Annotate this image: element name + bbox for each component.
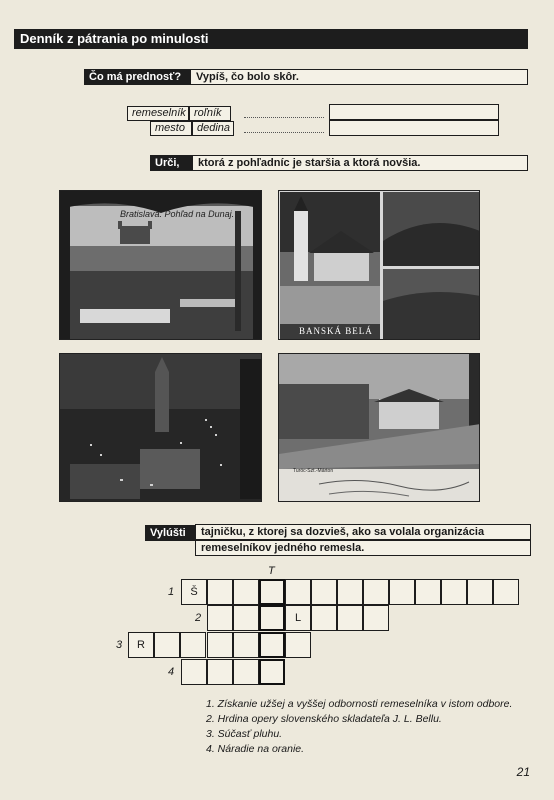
crossword-secret-cell[interactable]: [259, 659, 285, 685]
row-number: 4: [168, 666, 175, 678]
word-remeselnik: remeselník: [127, 106, 189, 121]
crossword-cell[interactable]: [285, 579, 311, 605]
clue-1: 1. Získanie užšej a vyššej odbornosti remeselníka v istom odbore.: [206, 698, 513, 710]
crossword-cell[interactable]: [207, 632, 233, 658]
crossword-cell[interactable]: [154, 632, 180, 658]
crossword-cell[interactable]: [180, 632, 206, 658]
crossword-cell[interactable]: [363, 579, 389, 605]
page-number: 21: [516, 765, 530, 779]
crossword-cell[interactable]: [441, 579, 467, 605]
crossword-cell[interactable]: [285, 632, 311, 658]
row-number: 1: [168, 586, 175, 598]
crossword-cell[interactable]: [311, 605, 337, 631]
task1-label: Čo má prednosť?: [84, 69, 190, 85]
crossword-cell[interactable]: [207, 605, 233, 631]
crossword-cell[interactable]: Š: [181, 579, 207, 605]
task3-label: Vylúšti: [145, 525, 195, 541]
crossword-cell[interactable]: [467, 579, 493, 605]
postcard-bratislava: [59, 190, 262, 340]
crossword-cell[interactable]: [233, 579, 259, 605]
word-dedina: dedina: [192, 121, 234, 136]
crossword-cell[interactable]: [207, 659, 233, 685]
crossword-secret-cell[interactable]: [259, 605, 285, 631]
crossword-cell[interactable]: R: [128, 632, 154, 658]
crossword-cell[interactable]: [207, 579, 233, 605]
postcard-turciansky-martin: [278, 353, 480, 502]
row-number: 2: [195, 612, 202, 624]
postcard-banska-bela: [278, 190, 480, 340]
answer-dotted-line[interactable]: [244, 117, 324, 118]
crossword-cell[interactable]: [493, 579, 519, 605]
crossword-cell[interactable]: [337, 605, 363, 631]
crossword-cell[interactable]: [363, 605, 389, 631]
crossword-cell[interactable]: L: [285, 605, 311, 631]
crossword-secret-cell[interactable]: [259, 579, 285, 605]
postcard-caption: BANSKÁ BELÁ: [299, 326, 373, 336]
answer-dotted-line[interactable]: [244, 132, 324, 133]
task1-instruction: Vypíš, čo bolo skôr.: [190, 69, 528, 85]
clue-4: 4. Náradie na oranie.: [206, 743, 305, 755]
crossword-cell[interactable]: [181, 659, 207, 685]
crossword-cell[interactable]: [389, 579, 415, 605]
crossword-cell[interactable]: [233, 632, 259, 658]
secret-label: T: [268, 565, 275, 577]
task2-instruction: ktorá z pohľadníc je staršia a ktorá novšia.: [192, 155, 528, 171]
postcard-caption: Bratislava. Pohľad na Dunaj.: [120, 209, 235, 219]
postcard-night-city: [59, 353, 262, 502]
page-title: Denník z pátrania po minulosti: [14, 29, 528, 49]
clue-3: 3. Súčasť pluhu.: [206, 728, 283, 740]
crossword-cell[interactable]: [233, 605, 259, 631]
crossword-cell[interactable]: [233, 659, 259, 685]
crossword-cell[interactable]: [337, 579, 363, 605]
crossword-cell[interactable]: [415, 579, 441, 605]
task3-line2: remeselníkov jedného remesla.: [195, 540, 531, 556]
postcard-caption: Turóc-Szt.-Márton: [293, 468, 334, 474]
crossword-cell[interactable]: [311, 579, 337, 605]
answer-box[interactable]: [329, 104, 499, 120]
task3-line1: tajničku, z ktorej sa dozvieš, ako sa volala organizácia: [195, 524, 531, 540]
crossword-secret-cell[interactable]: [259, 632, 285, 658]
word-mesto: mesto: [150, 121, 192, 136]
answer-box[interactable]: [329, 120, 499, 136]
task2-label: Urči,: [150, 155, 192, 171]
row-number: 3: [116, 639, 123, 651]
word-rolnik: roľník: [189, 106, 231, 121]
clue-2: 2. Hrdina opery slovenského skladateľa J. L. Bellu.: [206, 713, 442, 725]
